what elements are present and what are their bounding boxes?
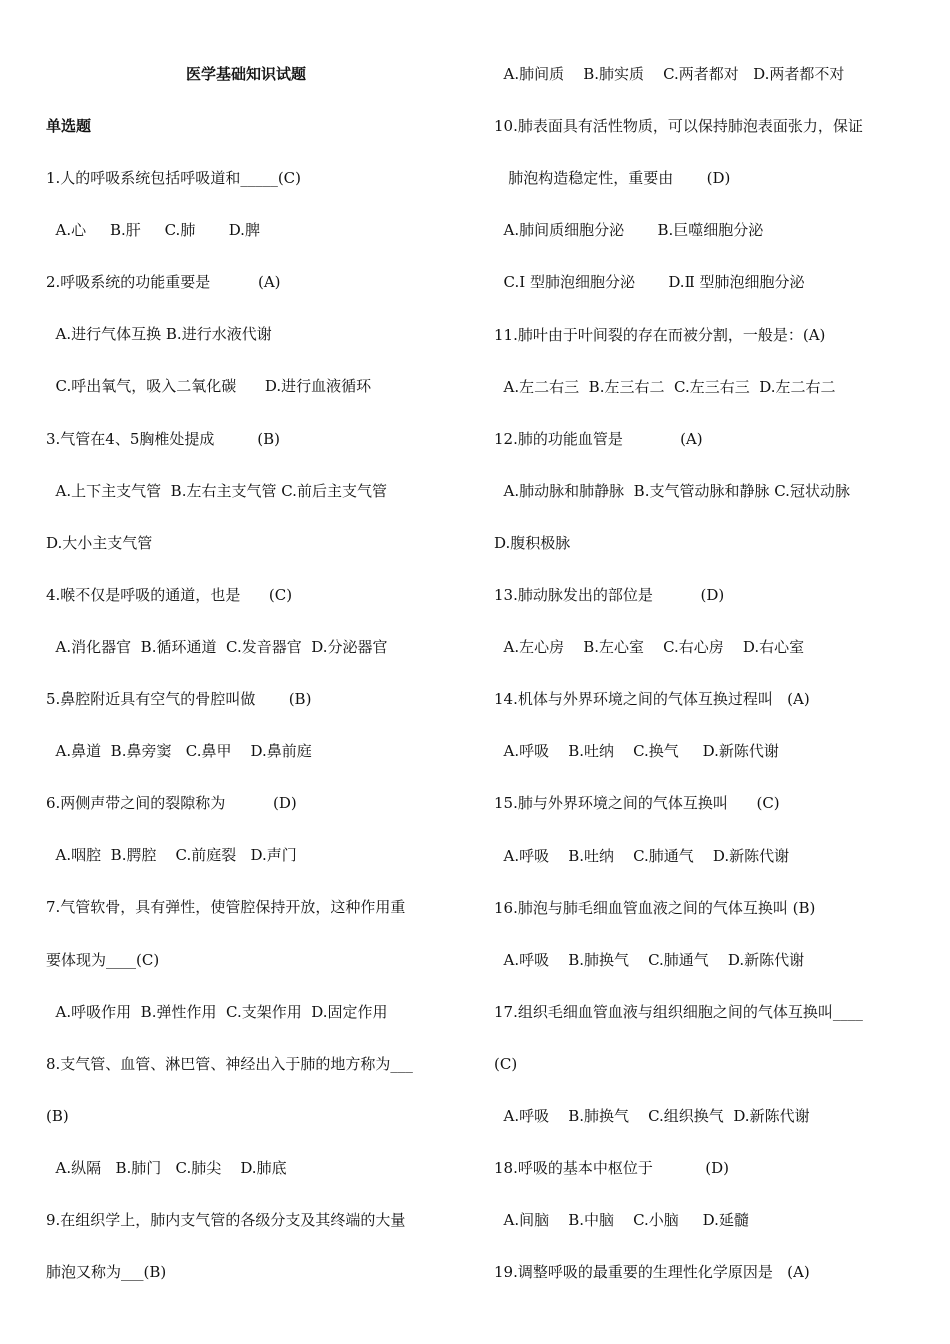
text-line: 6.两侧声带之间的裂隙称为 (D) (46, 794, 297, 813)
document-title: 医学基础知识试题 (186, 65, 307, 83)
text-line: A.呼吸 B.肺换气 C.肺通气 D.新陈代谢 (494, 950, 805, 969)
text-line: C.呼出氧气，吸入二氧化碳 D.进行血液循环 (46, 377, 372, 396)
text-line: A.呼吸 B.吐纳 C.肺通气 D.新陈代谢 (494, 846, 790, 865)
text-line: D.腹积极脉 (494, 533, 571, 552)
text-line: 19.调整呼吸的最重要的生理性化学原因是 (A) (494, 1263, 810, 1282)
text-line: A.肺间质细胞分泌 B.巨噬细胞分泌 (494, 221, 764, 240)
text-line: 3.气管在4、5胸椎处提成 (B) (46, 429, 281, 448)
text-line: A.左二右三 B.左三右二 C.左三右三 D.左二右二 (494, 377, 836, 396)
text-line: A.肺动脉和肺静脉 B.支气管动脉和静脉 C.冠状动脉 (494, 481, 850, 500)
text-line: 9.在组织学上，肺内支气管的各级分支及其终端的大量 (46, 1211, 406, 1229)
text-line: 17.组织毛细血管血液与组织细胞之间的气体互换叫____ (494, 1002, 863, 1021)
text-line: 1.人的呼吸系统包括呼吸道和_____(C) (46, 169, 301, 187)
text-line: 7.气管软骨，具有弹性，使管腔保持开放，这种作用重 (46, 898, 406, 917)
text-line: 要体现为____(C) (46, 950, 160, 969)
text-line: 10.肺表面具有活性物质，可以保持肺泡表面张力，保证 (494, 117, 863, 136)
text-line: C.Ⅰ 型肺泡细胞分泌 D.Ⅱ 型肺泡细胞分泌 (494, 273, 805, 292)
text-line: A.纵隔 B.肺门 C.肺尖 D.肺底 (46, 1158, 287, 1177)
text-line: 8.支气管、血管、淋巴管、神经出入于肺的地方称为___ (46, 1054, 413, 1073)
text-line: 肺泡构造稳定性，重要由 (D) (494, 169, 731, 188)
text-line: A.咽腔 B.腭腔 C.前庭裂 D.声门 (46, 846, 297, 865)
text-line: A.心 B.肝 C.肺 D.脾 (46, 221, 260, 240)
section-heading: 单选题 (46, 117, 92, 135)
text-line: 11.肺叶由于叶间裂的存在而被分割，一般是：(A) (494, 325, 826, 344)
text-line: A.消化器官 B.循环通道 C.发音器官 D.分泌器官 (46, 637, 388, 656)
text-line: A.呼吸 B.肺换气 C.组织换气 D.新陈代谢 (494, 1107, 810, 1125)
text-line: 14.机体与外界环境之间的气体互换过程叫 (A) (494, 690, 810, 709)
text-line: A.呼吸作用 B.弹性作用 C.支架作用 D.固定作用 (46, 1002, 388, 1021)
text-line: 4.喉不仅是呼吸的通道，也是 (C) (46, 585, 293, 604)
text-line: 13.肺动脉发出的部位是 (D) (494, 586, 725, 604)
text-line: 18.呼吸的基本中枢位于 (D) (494, 1159, 730, 1178)
text-line: A.呼吸 B.吐纳 C.换气 D.新陈代谢 (494, 742, 779, 761)
left-column (0, 0, 470, 1344)
text-line: 2.呼吸系统的功能重要是 (A) (46, 273, 281, 292)
text-line: A.进行气体互换 B.进行水液代谢 (46, 325, 272, 344)
text-line: A.上下主支气管 B.左右主支气管 C.前后主支气管 (46, 481, 387, 500)
text-line: A.间脑 B.中脑 C.小脑 D.延髓 (494, 1211, 749, 1230)
text-line: 15.肺与外界环境之间的气体互换叫 (C) (494, 794, 780, 813)
text-line: D.大小主支气管 (46, 533, 153, 552)
text-line: A.左心房 B.左心室 C.右心房 D.右心室 (494, 638, 805, 657)
right-column (470, 0, 950, 1344)
text-line: (B) (46, 1106, 69, 1125)
text-line: 肺泡又称为___(B) (46, 1263, 167, 1282)
text-line: A.肺间质 B.肺实质 C.两者都对 D.两者都不对 (494, 65, 845, 83)
text-line: (C) (494, 1054, 518, 1073)
text-line: A.鼻道 B.鼻旁窦 C.鼻甲 D.鼻前庭 (46, 742, 312, 761)
text-line: 5.鼻腔附近具有空气的骨腔叫做 (B) (46, 690, 312, 708)
text-line: 16.肺泡与肺毛细血管血液之间的气体互换叫 (B) (494, 898, 816, 917)
text-line: 12.肺的功能血管是 (A) (494, 429, 703, 448)
